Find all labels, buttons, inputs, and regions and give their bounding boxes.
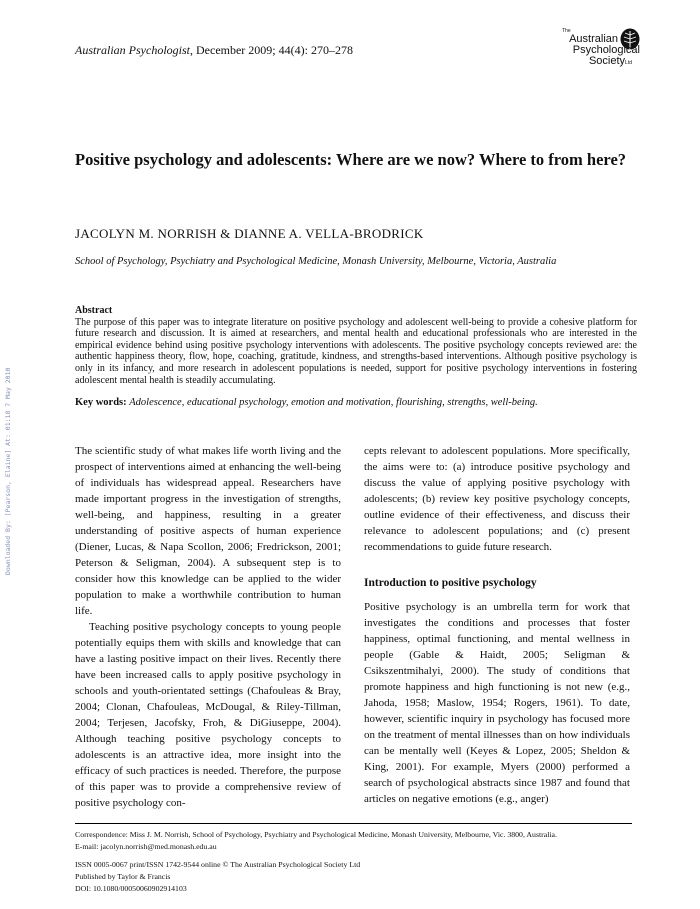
section-heading: Introduction to positive psychology (364, 577, 537, 590)
issn: ISSN 0005-0067 print/ISSN 1742-9544 online © The Australian Psychological Society Ltd (75, 860, 361, 870)
footnote-divider (75, 823, 632, 824)
email: E-mail: jacolyn.norrish@med.monash.edu.au (75, 842, 217, 852)
keywords-text: Adolescence, educational psychology, emotion and motivation, flourishing, strengths, well-being. (129, 397, 538, 409)
correspondence: Correspondence: Miss J. M. Norrish, School of Psychology, Psychiatry and Psychological Medicine, Monash University, Melbourne, Vic. 3800, Australia. (75, 830, 557, 840)
journal-details: , December 2009; 44(4): 270–278 (190, 43, 353, 57)
paragraph: The scientific study of what makes life worth living and the prospect of interventions aimed at enhancing the well-being of individuals has widespread appeal. Researchers have made important progress in the investigation of strengths, well-being, and happiness, resulting in a greater understanding of positive aspects of human experience (Diener, Lucas, & Napa Scollon, 2006; Fredrickson, 2001; Peterson & Seligman, 2004). A subsequent step is to consider how this knowledge can be applied to the wider population to make a worthwhile contribution to human life. (75, 445, 341, 618)
authors: JACOLYN M. NORRISH & DIANNE A. VELLA-BRODRICK (75, 226, 424, 241)
logo-line2: Psychological (572, 44, 640, 56)
keywords-label: Key words: (75, 397, 127, 409)
logo-ltd: Ltd (625, 60, 632, 66)
paragraph: Positive psychology is an umbrella term for work that investigates the conditions and processes that foster happiness, optimal functioning, and mental wellness in people (Gable & Haidt, 2005; Seligman & Csikszentmihalyi, 2000). The study of conditions that promote happiness and high functioning is not new (e.g., Jahoda, 1958; Maslow, 1954; Rogers, 1961). To date, however, scientific inquiry in psychology has focused more on the treatment of mental illnesses than on how individuals can be mentally well (Keyes & Lopez, 2005; Sheldon & King, 2001). For example, Myers (2000) performed a search of psychological abstracts since 1987 and found that articles on negative emotions (e.g., anger) (364, 601, 630, 806)
download-watermark: Downloaded By: [Pearson, Elaine] At: 01:18 7 May 2010 (4, 367, 12, 575)
paragraph: Teaching positive psychology concepts to young people potentially equips them with skills and knowledge that can have a lasting positive impact on their lives. Recently there have been increased calls to apply positive psychology in schools and youth-orientated settings (Chafouleas & Bray, 2004; Clonan, Chafouleas, McDougal, & Riley-Tillman, 2004; Terjesen, Jacofsky, Froh, & DiGiuseppe, 2004). Although teaching positive psychology concepts to adolescents is an attractive idea, more insight into the efficacy of such practices is needed. Therefore, the purpose of this paper was to provide a comprehensive review of positive psychology con- (75, 621, 341, 810)
logo-the: The (562, 28, 571, 34)
logo-line3: Society (588, 55, 626, 67)
keywords (75, 396, 637, 409)
article-body-flow (75, 305, 637, 905)
left-column (75, 443, 341, 811)
logo-line1: Australian (569, 33, 618, 45)
journal-name: Australian Psychologist (75, 43, 190, 57)
abstract-text: The purpose of this paper was to integrate literature on positive psychology and adolescent well-being to provide a cohesive platform for future research and discussion. It is aimed at researchers, and mental health and educational professionals who are interested in the empirical evidence behind using positive psychology interventions with adolescents. The positive psychology concepts reviewed are: the authentic happiness theory, flow, hope, coaching, gratitude, kindness, and strengths-based interventions. Although positive psychology is only in its infancy, and more research in adolescent populations is needed, support for positive psychology interventions in fostering adolescent mental health is steadily accumulating. (75, 316, 637, 386)
journal-citation (75, 43, 353, 58)
body-columns (75, 443, 630, 811)
publisher: Published by Taylor & Francis (75, 872, 171, 882)
affiliation: School of Psychology, Psychiatry and Psychological Medicine, Monash University, Melbourne, Victoria, Australia (75, 256, 557, 267)
doi: DOI: 10.1080/00050060902914103 (75, 884, 187, 894)
abstract-heading: Abstract (75, 305, 113, 316)
right-column (364, 443, 630, 811)
paragraph: cepts relevant to adolescent populations. More specifically, the aims were to: (a) introduce positive psychology and discuss the value of applying positive psychology with adolescents; (b) review key positive psychology concepts, outline evidence of their effectiveness, and discuss their relevance to adolescent populations; and (c) present recommendations to guide future research. (364, 445, 630, 554)
abstract (75, 305, 637, 386)
article-title: Positive psychology and adolescents: Where are we now? Where to from here? (75, 150, 627, 169)
footnotes (75, 829, 637, 905)
